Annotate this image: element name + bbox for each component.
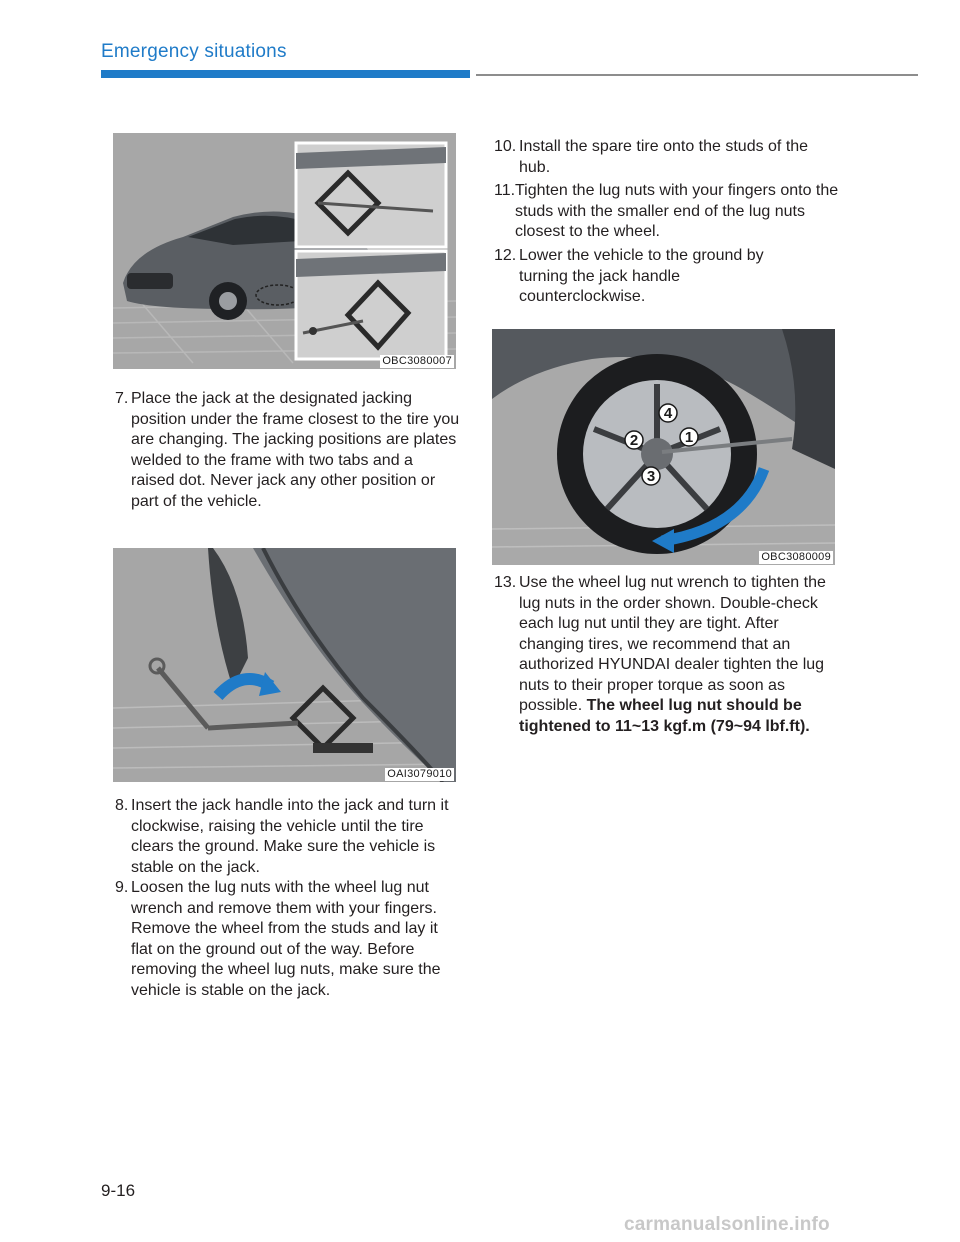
step-text: Install the spare tire onto the studs of the hub. <box>519 138 809 176</box>
page-number: 9-16 <box>101 1181 136 1200</box>
step-9 <box>115 878 460 1001</box>
jack-handle-figure <box>113 548 456 782</box>
step-number: 13. <box>494 574 517 591</box>
jack-position-illustration <box>113 133 456 369</box>
step-text-body: Use the wheel lug nut wrench to tighten the lug nuts in the order shown. Double-check each lug nut until they are tight. After changing tires, we recommend that an authorized HYUNDAI dealer tighten the lug nuts to their proper torque as soon as possible. <box>519 574 826 714</box>
header-rule <box>476 74 918 76</box>
callout-2: 2 <box>629 432 639 449</box>
torque-spec: The wheel lug nut should be tightened to 11~13 kgf.m (79~94 lbf.ft). <box>519 697 810 735</box>
step-7 <box>115 389 460 512</box>
step-12 <box>494 246 839 308</box>
step-text: Tighten the lug nuts with your fingers onto the studs with the smaller end of the lug nuts closest to the wheel. <box>515 182 839 240</box>
step-number: 11. <box>494 182 516 199</box>
lug-nut-figure <box>492 329 835 565</box>
step-text: Loosen the lug nuts with the wheel lug nut wrench and remove them with your fingers. Remove the wheel from the studs and lay it flat on the ground out of the way. Before removing the wheel lug nuts, make sure the vehicle is stable on the jack. <box>131 879 441 999</box>
step-number: 7. <box>115 390 129 407</box>
step-8 <box>115 796 460 878</box>
figure-code: OBC3080007 <box>382 355 452 367</box>
step-13 <box>494 573 839 737</box>
step-text: Insert the jack handle into the jack and turn it clockwise, raising the vehicle until the tire clears the ground. Make sure the vehicle is stable on the jack. <box>131 797 449 876</box>
step-text: Place the jack at the designated jacking position under the frame closest to the tire you are changing. The jacking positions are plates welded to the frame with two tabs and a raised dot. Never jack any other position or part of the vehicle. <box>131 390 460 510</box>
step-text: Lower the vehicle to the ground by turning the jack handle counterclockwise. <box>519 247 764 305</box>
watermark: carmanualsonline.info <box>624 1214 830 1235</box>
step-text <box>494 573 839 737</box>
lug-nut-order-illustration <box>492 329 835 565</box>
step-number: 9. <box>115 879 129 896</box>
step-number: 8. <box>115 797 129 814</box>
jack-position-figure <box>113 133 456 369</box>
callout-4: 4 <box>663 405 673 422</box>
callout-1: 1 <box>684 429 694 446</box>
step-number: 12. <box>494 247 517 264</box>
header-rule-accent <box>101 70 470 78</box>
section-title: Emergency situations <box>101 41 287 62</box>
callout-3: 3 <box>646 468 656 485</box>
step-11 <box>494 181 839 243</box>
step-number: 10. <box>494 138 517 155</box>
figure-code: OAI3079010 <box>387 768 452 780</box>
jack-handle-rotation-illustration <box>113 548 456 782</box>
figure-code: OBC3080009 <box>761 551 831 563</box>
step-10 <box>494 137 839 178</box>
